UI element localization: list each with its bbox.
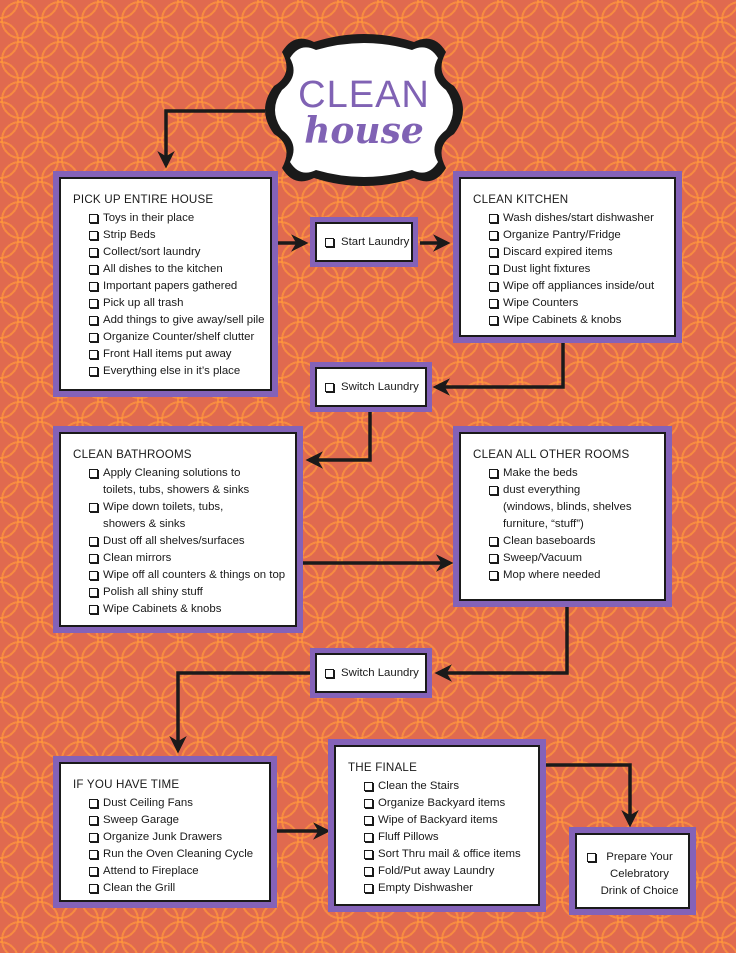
list-item[interactable]: Wipe Cabinets & knobs bbox=[89, 601, 283, 618]
checkbox-icon[interactable] bbox=[89, 554, 98, 563]
list-item[interactable]: Everything else in it’s place bbox=[89, 363, 258, 380]
list-item[interactable]: Sweep/Vacuum bbox=[489, 550, 652, 567]
checkbox-icon[interactable] bbox=[89, 231, 98, 240]
list-item[interactable]: Dust off all shelves/surfaces bbox=[89, 533, 283, 550]
checkbox-icon[interactable] bbox=[364, 799, 373, 808]
list-item[interactable]: dust everything (windows, blinds, shelves furniture, “stuff”) bbox=[489, 482, 652, 533]
list-item[interactable]: Wipe off all counters & things on top bbox=[89, 567, 283, 584]
list-item[interactable]: Sweep Garage bbox=[89, 812, 257, 829]
list-item[interactable]: Front Hall items put away bbox=[89, 346, 258, 363]
list-item[interactable]: Wipe Cabinets & knobs bbox=[489, 312, 662, 329]
checkbox-icon[interactable] bbox=[489, 486, 498, 495]
list-item[interactable]: Clean the Stairs bbox=[364, 778, 526, 795]
list-item[interactable]: Wipe of Backyard items bbox=[364, 812, 526, 829]
list-item[interactable]: Organize Backyard items bbox=[364, 795, 526, 812]
list-item[interactable]: Make the beds bbox=[489, 465, 652, 482]
checkbox-icon[interactable] bbox=[325, 383, 334, 392]
checkbox-icon[interactable] bbox=[89, 588, 98, 597]
checkbox-icon[interactable] bbox=[89, 299, 98, 308]
bathrooms-box bbox=[59, 432, 297, 627]
switch-laundry-step-1: Switch Laundry bbox=[315, 367, 427, 407]
list-item[interactable]: Dust Ceiling Fans bbox=[89, 795, 257, 812]
list-item[interactable]: All dishes to the kitchen bbox=[89, 261, 258, 278]
list-item[interactable]: Wipe off appliances inside/out bbox=[489, 278, 662, 295]
checkbox-icon[interactable] bbox=[89, 265, 98, 274]
title-house: house bbox=[304, 110, 424, 152]
list-item[interactable]: Toys in their place bbox=[89, 210, 258, 227]
list-item[interactable]: Polish all shiny stuff bbox=[89, 584, 283, 601]
list-item[interactable]: Pick up all trash bbox=[89, 295, 258, 312]
checkbox-icon[interactable] bbox=[364, 884, 373, 893]
checkbox-icon[interactable] bbox=[364, 850, 373, 859]
checkbox-icon[interactable] bbox=[489, 571, 498, 580]
list-item[interactable]: Fluff Pillows bbox=[364, 829, 526, 846]
arrow-title-to-pickup bbox=[166, 111, 265, 165]
list-item[interactable]: Organize Counter/shelf clutter bbox=[89, 329, 258, 346]
checkbox-icon[interactable] bbox=[89, 367, 98, 376]
checkbox-icon[interactable] bbox=[489, 299, 498, 308]
pickup-heading: PICK UP ENTIRE HOUSE bbox=[73, 193, 214, 206]
checkbox-icon[interactable] bbox=[489, 537, 498, 546]
checkbox-icon[interactable] bbox=[89, 248, 98, 257]
checkbox-icon[interactable] bbox=[489, 554, 498, 563]
list-item[interactable]: Dust light fixtures bbox=[489, 261, 662, 278]
finale-heading: THE FINALE bbox=[348, 761, 417, 774]
checkbox-icon[interactable] bbox=[89, 884, 98, 893]
checkbox-icon[interactable] bbox=[89, 605, 98, 614]
checkbox-icon[interactable] bbox=[489, 282, 498, 291]
title-clean: CLEAN bbox=[298, 74, 430, 116]
checkbox-icon[interactable] bbox=[364, 833, 373, 842]
list-item[interactable]: Wipe Counters bbox=[489, 295, 662, 312]
checkbox-icon[interactable] bbox=[489, 316, 498, 325]
list-item[interactable]: Wash dishes/start dishwasher bbox=[489, 210, 662, 227]
list-item[interactable]: Empty Dishwasher bbox=[364, 880, 526, 897]
switch-laundry-step-2: Switch Laundry bbox=[315, 653, 427, 693]
list-item[interactable]: Wipe down toilets, tubs, showers & sinks bbox=[89, 499, 283, 533]
checkbox-icon[interactable] bbox=[587, 853, 596, 862]
checkbox-icon[interactable] bbox=[364, 867, 373, 876]
checkbox-icon[interactable] bbox=[89, 850, 98, 859]
checkbox-icon[interactable] bbox=[89, 816, 98, 825]
start-laundry-step: Start Laundry bbox=[315, 222, 413, 262]
list-item[interactable]: Add things to give away/sell pile bbox=[89, 312, 258, 329]
checkbox-icon[interactable] bbox=[89, 350, 98, 359]
checkbox-icon[interactable] bbox=[489, 469, 498, 478]
final-step-box bbox=[575, 833, 690, 909]
checkbox-icon[interactable] bbox=[489, 231, 498, 240]
checkbox-icon[interactable] bbox=[489, 248, 498, 257]
if-time-heading: IF YOU HAVE TIME bbox=[73, 778, 180, 791]
pickup-box bbox=[59, 177, 272, 391]
checkbox-icon[interactable] bbox=[325, 669, 334, 678]
list-item[interactable]: Sort Thru mail & office items bbox=[364, 846, 526, 863]
checkbox-icon[interactable] bbox=[364, 782, 373, 791]
arrow-finale-to-final bbox=[546, 765, 630, 824]
bathrooms-heading: CLEAN BATHROOMS bbox=[73, 448, 192, 461]
list-item[interactable]: Clean the Grill bbox=[89, 880, 257, 897]
checkbox-icon[interactable] bbox=[89, 833, 98, 842]
checkbox-icon[interactable] bbox=[489, 265, 498, 274]
list-item[interactable]: Clean mirrors bbox=[89, 550, 283, 567]
checkbox-icon[interactable] bbox=[89, 469, 98, 478]
list-item[interactable]: Attend to Fireplace bbox=[89, 863, 257, 880]
arrow-kitchen-to-switch1 bbox=[436, 343, 563, 387]
list-item[interactable]: Collect/sort laundry bbox=[89, 244, 258, 261]
list-item[interactable]: Mop where needed bbox=[489, 567, 652, 584]
checkbox-icon[interactable] bbox=[89, 537, 98, 546]
list-item[interactable]: Discard expired items bbox=[489, 244, 662, 261]
kitchen-box bbox=[459, 177, 676, 337]
checkbox-icon[interactable] bbox=[364, 816, 373, 825]
other-rooms-box bbox=[459, 432, 666, 601]
list-item[interactable]: Strip Beds bbox=[89, 227, 258, 244]
list-item[interactable]: Important papers gathered bbox=[89, 278, 258, 295]
list-item[interactable]: Apply Cleaning solutions to toilets, tubs, showers & sinks bbox=[89, 465, 283, 499]
other-rooms-heading: CLEAN ALL OTHER ROOMS bbox=[473, 448, 630, 461]
checkbox-icon[interactable] bbox=[89, 333, 98, 342]
checkbox-icon[interactable] bbox=[89, 571, 98, 580]
title-plaque bbox=[258, 30, 470, 190]
list-item[interactable]: Prepare Your Celebratory Drink of Choice bbox=[585, 849, 680, 900]
list-item[interactable]: Fold/Put away Laundry bbox=[364, 863, 526, 880]
list-item[interactable]: Organize Junk Drawers bbox=[89, 829, 257, 846]
checkbox-icon[interactable] bbox=[489, 214, 498, 223]
list-item[interactable]: Organize Pantry/Fridge bbox=[489, 227, 662, 244]
checkbox-icon[interactable] bbox=[89, 214, 98, 223]
list-item[interactable]: Run the Oven Cleaning Cycle bbox=[89, 846, 257, 863]
kitchen-heading: CLEAN KITCHEN bbox=[473, 193, 569, 206]
finale-box bbox=[334, 745, 540, 906]
checkbox-icon[interactable] bbox=[89, 503, 98, 512]
checkbox-icon[interactable] bbox=[89, 867, 98, 876]
checkbox-icon[interactable] bbox=[89, 282, 98, 291]
arrow-switch2-to-iftime bbox=[178, 673, 311, 750]
list-item[interactable]: Clean baseboards bbox=[489, 533, 652, 550]
if-time-box bbox=[59, 762, 271, 902]
arrow-other-to-switch2 bbox=[438, 607, 567, 673]
checkbox-icon[interactable] bbox=[89, 799, 98, 808]
arrow-switch1-to-bathrooms bbox=[309, 412, 370, 460]
checkbox-icon[interactable] bbox=[325, 238, 334, 247]
checkbox-icon[interactable] bbox=[89, 316, 98, 325]
